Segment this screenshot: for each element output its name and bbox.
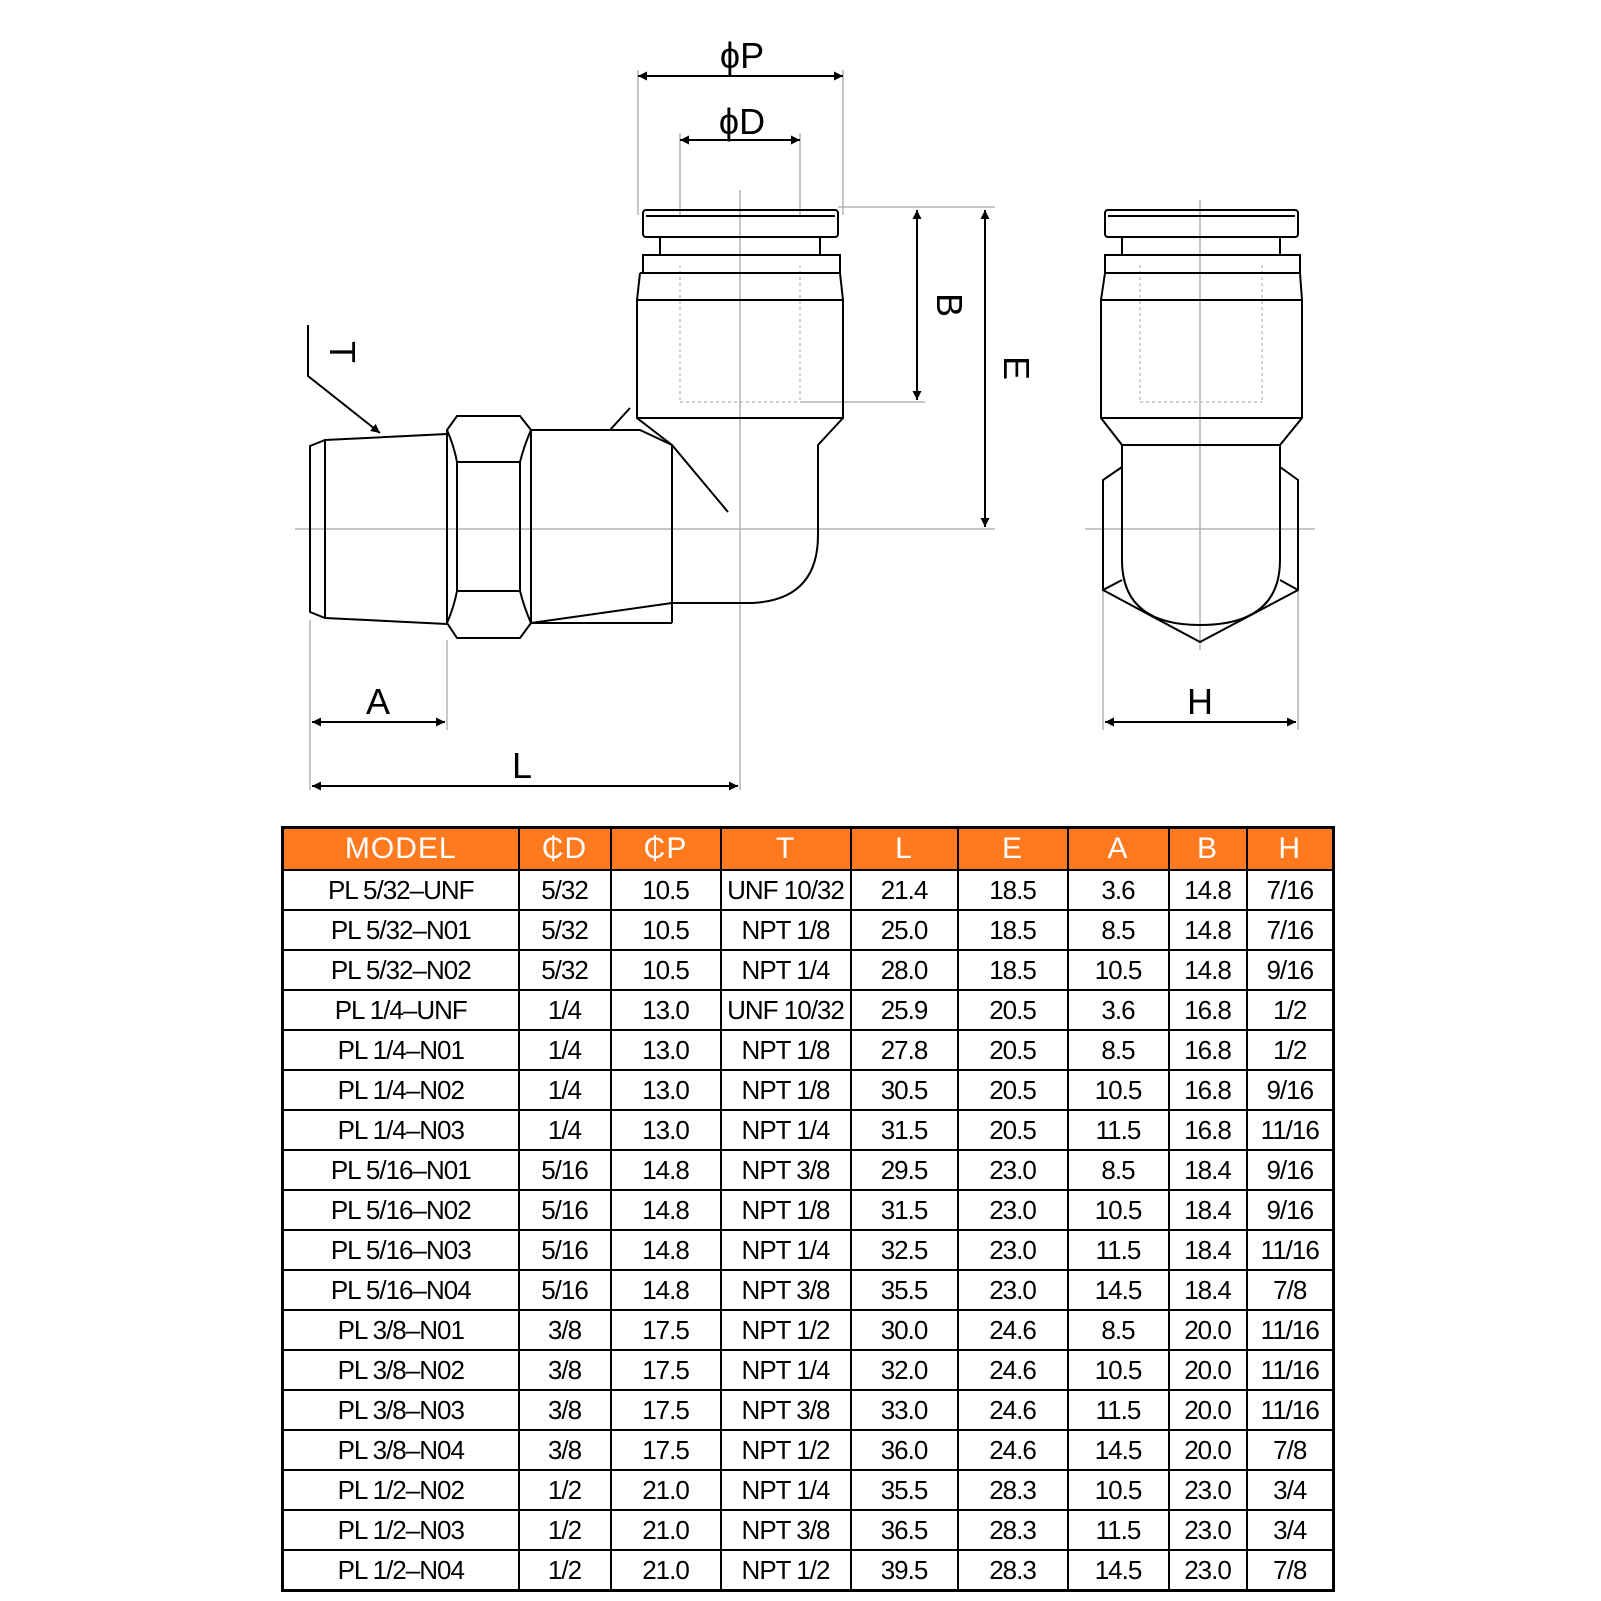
table-row bbox=[283, 950, 1334, 990]
cell-a: 10.5 bbox=[1068, 1070, 1169, 1110]
cell-b: 14.8 bbox=[1169, 950, 1247, 990]
cell-e: 23.0 bbox=[958, 1190, 1068, 1230]
cell-d: 1/2 bbox=[519, 1510, 611, 1550]
header-d: ₵D bbox=[519, 828, 611, 871]
cell-h: 11/16 bbox=[1247, 1350, 1334, 1390]
cell-p: 17.5 bbox=[611, 1430, 721, 1470]
cell-b: 16.8 bbox=[1169, 990, 1247, 1030]
cell-d: 1/4 bbox=[519, 990, 611, 1030]
cell-t: NPT 1/4 bbox=[721, 1230, 851, 1270]
cell-model: PL 1/4–N01 bbox=[283, 1030, 519, 1070]
cell-p: 14.8 bbox=[611, 1270, 721, 1310]
cell-l: 25.0 bbox=[851, 910, 958, 950]
cell-h: 7/8 bbox=[1247, 1430, 1334, 1470]
cell-e: 23.0 bbox=[958, 1150, 1068, 1190]
cell-t: NPT 1/4 bbox=[721, 1110, 851, 1150]
cell-e: 28.3 bbox=[958, 1510, 1068, 1550]
cell-a: 10.5 bbox=[1068, 950, 1169, 990]
label-e: E bbox=[996, 355, 1037, 381]
cell-l: 39.5 bbox=[851, 1550, 958, 1591]
table-header-row bbox=[283, 828, 1334, 871]
label-phi-d: ϕD bbox=[718, 101, 766, 142]
cell-model: PL 3/8–N01 bbox=[283, 1310, 519, 1350]
cell-l: 35.5 bbox=[851, 1270, 958, 1310]
cell-t: NPT 1/8 bbox=[721, 910, 851, 950]
cell-d: 1/2 bbox=[519, 1470, 611, 1510]
spec-table-container bbox=[281, 826, 1332, 1592]
cell-p: 13.0 bbox=[611, 1110, 721, 1150]
table-row bbox=[283, 1310, 1334, 1350]
table-row bbox=[283, 1070, 1334, 1110]
cell-l: 28.0 bbox=[851, 950, 958, 990]
table-row bbox=[283, 990, 1334, 1030]
cell-model: PL 5/32–UNF bbox=[283, 870, 519, 910]
cell-l: 36.0 bbox=[851, 1430, 958, 1470]
cell-a: 14.5 bbox=[1068, 1270, 1169, 1310]
guide-lines bbox=[295, 70, 995, 790]
cell-l: 30.5 bbox=[851, 1070, 958, 1110]
cell-h: 11/16 bbox=[1247, 1110, 1334, 1150]
cell-e: 18.5 bbox=[958, 910, 1068, 950]
cell-e: 20.5 bbox=[958, 1030, 1068, 1070]
cell-a: 3.6 bbox=[1068, 870, 1169, 910]
cell-l: 32.5 bbox=[851, 1230, 958, 1270]
table-row bbox=[283, 1030, 1334, 1070]
cell-b: 18.4 bbox=[1169, 1270, 1247, 1310]
label-phi-p: ϕP bbox=[719, 35, 765, 76]
cell-p: 10.5 bbox=[611, 910, 721, 950]
cell-p: 21.0 bbox=[611, 1470, 721, 1510]
cell-h: 7/8 bbox=[1247, 1270, 1334, 1310]
cell-d: 5/16 bbox=[519, 1190, 611, 1230]
table-row bbox=[283, 1390, 1334, 1430]
cell-model: PL 1/4–N02 bbox=[283, 1070, 519, 1110]
cell-model: PL 5/32–N02 bbox=[283, 950, 519, 990]
header-e: E bbox=[958, 828, 1068, 871]
cell-h: 11/16 bbox=[1247, 1390, 1334, 1430]
cell-a: 8.5 bbox=[1068, 1310, 1169, 1350]
cell-d: 1/4 bbox=[519, 1030, 611, 1070]
cell-h: 9/16 bbox=[1247, 950, 1334, 990]
cell-a: 11.5 bbox=[1068, 1390, 1169, 1430]
cell-e: 20.5 bbox=[958, 1110, 1068, 1150]
label-b: B bbox=[929, 292, 970, 318]
cell-t: NPT 1/4 bbox=[721, 1350, 851, 1390]
header-l: L bbox=[851, 828, 958, 871]
cell-d: 5/32 bbox=[519, 950, 611, 990]
cell-b: 23.0 bbox=[1169, 1550, 1247, 1591]
cell-l: 30.0 bbox=[851, 1310, 958, 1350]
cell-b: 16.8 bbox=[1169, 1070, 1247, 1110]
cell-p: 17.5 bbox=[611, 1350, 721, 1390]
cell-l: 25.9 bbox=[851, 990, 958, 1030]
cell-l: 31.5 bbox=[851, 1190, 958, 1230]
header-t: T bbox=[721, 828, 851, 871]
hex-nut bbox=[447, 416, 531, 638]
spec-table bbox=[281, 826, 1335, 1592]
cell-d: 3/8 bbox=[519, 1350, 611, 1390]
cell-d: 5/16 bbox=[519, 1230, 611, 1270]
cell-a: 3.6 bbox=[1068, 990, 1169, 1030]
cell-h: 1/2 bbox=[1247, 990, 1334, 1030]
table-row bbox=[283, 1470, 1334, 1510]
cell-model: PL 5/16–N03 bbox=[283, 1230, 519, 1270]
cell-t: NPT 3/8 bbox=[721, 1150, 851, 1190]
cell-d: 1/4 bbox=[519, 1110, 611, 1150]
cell-model: PL 5/16–N02 bbox=[283, 1190, 519, 1230]
cell-l: 31.5 bbox=[851, 1110, 958, 1150]
cell-a: 8.5 bbox=[1068, 1030, 1169, 1070]
horizontal-body bbox=[531, 430, 672, 623]
cell-t: UNF 10/32 bbox=[721, 870, 851, 910]
cell-p: 10.5 bbox=[611, 950, 721, 990]
cell-b: 20.0 bbox=[1169, 1430, 1247, 1470]
cell-b: 18.4 bbox=[1169, 1190, 1247, 1230]
cell-l: 35.5 bbox=[851, 1470, 958, 1510]
cell-p: 13.0 bbox=[611, 1070, 721, 1110]
cell-a: 10.5 bbox=[1068, 1350, 1169, 1390]
cell-l: 36.5 bbox=[851, 1510, 958, 1550]
cell-model: PL 1/2–N02 bbox=[283, 1470, 519, 1510]
cell-h: 3/4 bbox=[1247, 1470, 1334, 1510]
cell-model: PL 3/8–N04 bbox=[283, 1430, 519, 1470]
cell-t: NPT 3/8 bbox=[721, 1270, 851, 1310]
cell-b: 20.0 bbox=[1169, 1310, 1247, 1350]
cell-t: NPT 1/4 bbox=[721, 1470, 851, 1510]
cell-b: 16.8 bbox=[1169, 1110, 1247, 1150]
cell-e: 24.6 bbox=[958, 1350, 1068, 1390]
cell-b: 23.0 bbox=[1169, 1470, 1247, 1510]
table-row bbox=[283, 1110, 1334, 1150]
cell-a: 14.5 bbox=[1068, 1430, 1169, 1470]
cell-h: 11/16 bbox=[1247, 1230, 1334, 1270]
cell-a: 11.5 bbox=[1068, 1230, 1169, 1270]
cell-l: 21.4 bbox=[851, 870, 958, 910]
cell-d: 3/8 bbox=[519, 1430, 611, 1470]
cell-model: PL 1/2–N04 bbox=[283, 1550, 519, 1591]
cell-e: 24.6 bbox=[958, 1430, 1068, 1470]
cell-p: 17.5 bbox=[611, 1310, 721, 1350]
label-t: T bbox=[322, 341, 363, 363]
cell-h: 11/16 bbox=[1247, 1310, 1334, 1350]
cell-a: 11.5 bbox=[1068, 1510, 1169, 1550]
cell-b: 16.8 bbox=[1169, 1030, 1247, 1070]
cell-p: 21.0 bbox=[611, 1510, 721, 1550]
cell-t: UNF 10/32 bbox=[721, 990, 851, 1030]
cell-e: 24.6 bbox=[958, 1310, 1068, 1350]
cell-model: PL 1/2–N03 bbox=[283, 1510, 519, 1550]
cell-l: 27.8 bbox=[851, 1030, 958, 1070]
table-row bbox=[283, 1430, 1334, 1470]
header-b: B bbox=[1169, 828, 1247, 871]
vertical-body bbox=[640, 273, 843, 603]
side-view bbox=[1085, 200, 1315, 730]
cell-h: 7/16 bbox=[1247, 870, 1334, 910]
cell-d: 5/16 bbox=[519, 1270, 611, 1310]
cell-l: 33.0 bbox=[851, 1390, 958, 1430]
cell-a: 10.5 bbox=[1068, 1470, 1169, 1510]
cell-t: NPT 1/2 bbox=[721, 1550, 851, 1591]
cell-d: 3/8 bbox=[519, 1310, 611, 1350]
cell-d: 5/32 bbox=[519, 870, 611, 910]
cell-h: 9/16 bbox=[1247, 1070, 1334, 1110]
cell-t: NPT 1/4 bbox=[721, 950, 851, 990]
header-h: H bbox=[1247, 828, 1334, 871]
header-a: A bbox=[1068, 828, 1169, 871]
cell-a: 14.5 bbox=[1068, 1550, 1169, 1591]
cell-b: 20.0 bbox=[1169, 1350, 1247, 1390]
cell-model: PL 5/32–N01 bbox=[283, 910, 519, 950]
cell-d: 5/16 bbox=[519, 1150, 611, 1190]
cell-t: NPT 3/8 bbox=[721, 1390, 851, 1430]
cell-b: 18.4 bbox=[1169, 1230, 1247, 1270]
release-ring bbox=[643, 255, 840, 273]
cell-p: 21.0 bbox=[611, 1550, 721, 1591]
cell-p: 10.5 bbox=[611, 870, 721, 910]
cell-b: 14.8 bbox=[1169, 870, 1247, 910]
cell-h: 1/2 bbox=[1247, 1030, 1334, 1070]
cell-h: 7/8 bbox=[1247, 1550, 1334, 1591]
table-row bbox=[283, 910, 1334, 950]
table-row bbox=[283, 1350, 1334, 1390]
table-row bbox=[283, 1230, 1334, 1270]
cell-model: PL 1/4–UNF bbox=[283, 990, 519, 1030]
cell-a: 8.5 bbox=[1068, 910, 1169, 950]
cell-b: 20.0 bbox=[1169, 1390, 1247, 1430]
table-row bbox=[283, 1550, 1334, 1591]
cell-t: NPT 1/2 bbox=[721, 1310, 851, 1350]
cell-l: 29.5 bbox=[851, 1150, 958, 1190]
cell-e: 28.3 bbox=[958, 1470, 1068, 1510]
cell-d: 1/4 bbox=[519, 1070, 611, 1110]
cell-model: PL 5/16–N01 bbox=[283, 1150, 519, 1190]
cell-b: 23.0 bbox=[1169, 1510, 1247, 1550]
label-l: L bbox=[511, 745, 533, 786]
cell-h: 3/4 bbox=[1247, 1510, 1334, 1550]
cell-l: 32.0 bbox=[851, 1350, 958, 1390]
table-row bbox=[283, 1270, 1334, 1310]
cell-e: 24.6 bbox=[958, 1390, 1068, 1430]
cell-e: 28.3 bbox=[958, 1550, 1068, 1591]
cell-model: PL 3/8–N02 bbox=[283, 1350, 519, 1390]
cell-d: 3/8 bbox=[519, 1390, 611, 1430]
cell-p: 14.8 bbox=[611, 1190, 721, 1230]
label-a: A bbox=[365, 681, 391, 722]
header-p: ₵P bbox=[611, 828, 721, 871]
label-h: H bbox=[1187, 681, 1213, 722]
cell-p: 14.8 bbox=[611, 1230, 721, 1270]
cell-model: PL 3/8–N03 bbox=[283, 1390, 519, 1430]
front-view bbox=[295, 70, 995, 790]
cell-h: 9/16 bbox=[1247, 1150, 1334, 1190]
cell-t: NPT 1/2 bbox=[721, 1430, 851, 1470]
table-row bbox=[283, 1190, 1334, 1230]
cell-p: 13.0 bbox=[611, 1030, 721, 1070]
cell-t: NPT 1/8 bbox=[721, 1030, 851, 1070]
cell-b: 18.4 bbox=[1169, 1150, 1247, 1190]
cell-e: 18.5 bbox=[958, 870, 1068, 910]
cell-a: 10.5 bbox=[1068, 1190, 1169, 1230]
table-body bbox=[283, 870, 1334, 1591]
table-row bbox=[283, 1150, 1334, 1190]
cell-model: PL 1/4–N03 bbox=[283, 1110, 519, 1150]
table-row bbox=[283, 1510, 1334, 1550]
cell-e: 20.5 bbox=[958, 1070, 1068, 1110]
cell-t: NPT 1/8 bbox=[721, 1070, 851, 1110]
cell-model: PL 5/16–N04 bbox=[283, 1270, 519, 1310]
cell-b: 14.8 bbox=[1169, 910, 1247, 950]
cell-p: 17.5 bbox=[611, 1390, 721, 1430]
cell-t: NPT 1/8 bbox=[721, 1190, 851, 1230]
table-row bbox=[283, 870, 1334, 910]
cell-t: NPT 3/8 bbox=[721, 1510, 851, 1550]
cell-e: 23.0 bbox=[958, 1230, 1068, 1270]
cell-e: 23.0 bbox=[958, 1270, 1068, 1310]
cell-a: 11.5 bbox=[1068, 1110, 1169, 1150]
cell-a: 8.5 bbox=[1068, 1150, 1169, 1190]
cell-p: 13.0 bbox=[611, 990, 721, 1030]
header-model: MODEL bbox=[283, 828, 519, 871]
cell-d: 1/2 bbox=[519, 1550, 611, 1591]
cell-h: 7/16 bbox=[1247, 910, 1334, 950]
cell-p: 14.8 bbox=[611, 1150, 721, 1190]
cell-e: 18.5 bbox=[958, 950, 1068, 990]
cell-d: 5/32 bbox=[519, 910, 611, 950]
cell-e: 20.5 bbox=[958, 990, 1068, 1030]
cell-h: 9/16 bbox=[1247, 1190, 1334, 1230]
